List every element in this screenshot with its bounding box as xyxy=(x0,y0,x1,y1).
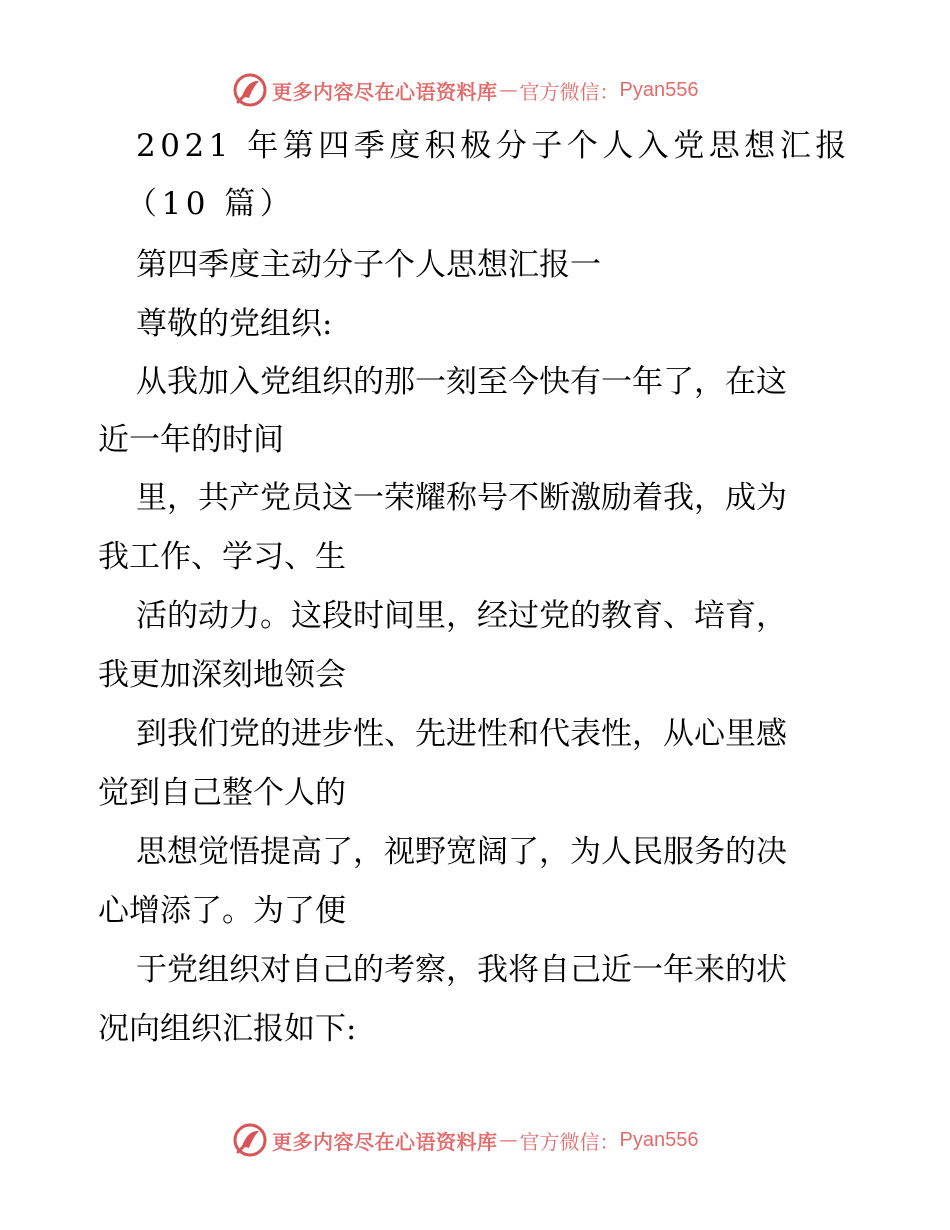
document-title-line1: 2021 年第四季度积极分子个人入党思想汇报 xyxy=(136,128,851,164)
brand-logo-icon xyxy=(232,72,268,108)
body-line: 活的动力。这段时间里，经过党的教育、培育， xyxy=(136,598,787,634)
banner-main-text: 更多内容尽在心语资料库 xyxy=(272,1129,498,1154)
body-line: 近一年的时间 xyxy=(98,422,284,458)
document-title-line2: （10 篇） xyxy=(126,186,296,222)
banner-main-text: 更多内容尽在心语资料库 xyxy=(272,79,498,104)
header-banner xyxy=(232,70,698,110)
banner-wechat-id: Pyan556 xyxy=(619,78,699,101)
body-line: 我更加深刻地领会 xyxy=(98,657,346,693)
body-line: 思想觉悟提高了，视野宽阔了，为人民服务的决 xyxy=(136,834,787,870)
banner-separator: — xyxy=(499,1129,518,1151)
salutation: 尊敬的党组织: xyxy=(136,306,333,342)
footer-banner xyxy=(232,1120,698,1160)
body-line: 觉到自己整个人的 xyxy=(98,775,346,811)
banner-wechat-label: 官方微信： xyxy=(519,79,620,104)
body-line: 我工作、学习、生 xyxy=(98,539,346,575)
banner-wechat-label: 官方微信： xyxy=(519,1129,620,1154)
section-heading: 第四季度主动分子个人思想汇报一 xyxy=(136,247,601,283)
brand-logo-icon xyxy=(232,1122,268,1158)
body-line: 里，共产党员这一荣耀称号不断激励着我，成为 xyxy=(136,480,787,516)
banner-wechat-id: Pyan556 xyxy=(619,1128,699,1151)
body-line: 于党组织对自己的考察，我将自己近一年来的状 xyxy=(136,952,787,988)
body-line: 况向组织汇报如下: xyxy=(98,1011,357,1047)
body-line: 心增添了。为了便 xyxy=(98,893,346,929)
body-line: 到我们党的进步性、先进性和代表性，从心里感 xyxy=(136,716,787,752)
banner-separator: — xyxy=(499,79,518,101)
body-line: 从我加入党组织的那一刻至今快有一年了，在这 xyxy=(136,364,787,400)
